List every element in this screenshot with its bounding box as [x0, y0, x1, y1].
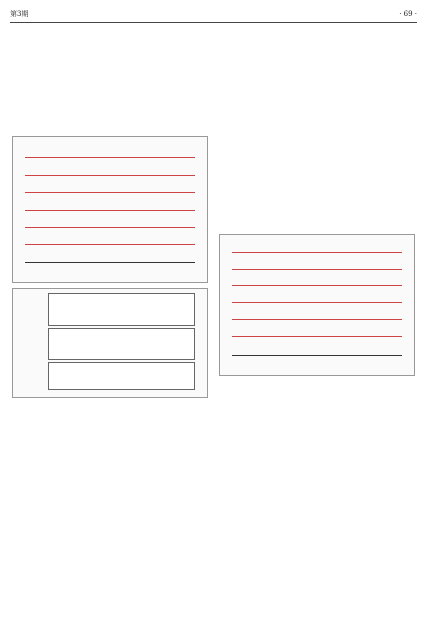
section-2-2-heading [12, 502, 208, 511]
pattern-trace [232, 302, 403, 303]
figure-2-lattice-constants [12, 288, 208, 398]
pattern-trace [25, 227, 196, 228]
left-column [12, 28, 208, 513]
pattern-trace [25, 192, 196, 193]
page-number: · 69 · [399, 10, 417, 18]
right-column [219, 28, 415, 542]
issue-label: 第3期 [10, 10, 29, 18]
right-paragraph-2 [219, 392, 415, 542]
pattern-trace [232, 285, 403, 286]
reference-trace [25, 262, 196, 263]
pattern-trace [25, 175, 196, 176]
pattern-trace [232, 336, 403, 337]
figure-3-xrd-stack [219, 234, 415, 376]
pattern-trace [25, 244, 196, 245]
right-paragraph-1 [219, 28, 415, 234]
panel-a [48, 293, 195, 325]
pattern-trace [232, 252, 403, 253]
panel-v [48, 362, 195, 390]
pattern-trace [232, 319, 403, 320]
pattern-trace [232, 269, 403, 270]
figure-1-xrd-stack [12, 136, 208, 283]
page-header [10, 8, 417, 20]
pattern-trace [25, 210, 196, 211]
header-rule [10, 22, 417, 23]
left-paragraph-2 [12, 403, 208, 499]
left-paragraph-1 [12, 28, 208, 136]
reference-trace [232, 355, 403, 356]
panel-b [48, 328, 195, 360]
pattern-trace [25, 157, 196, 158]
section-2-3-heading [219, 381, 415, 390]
